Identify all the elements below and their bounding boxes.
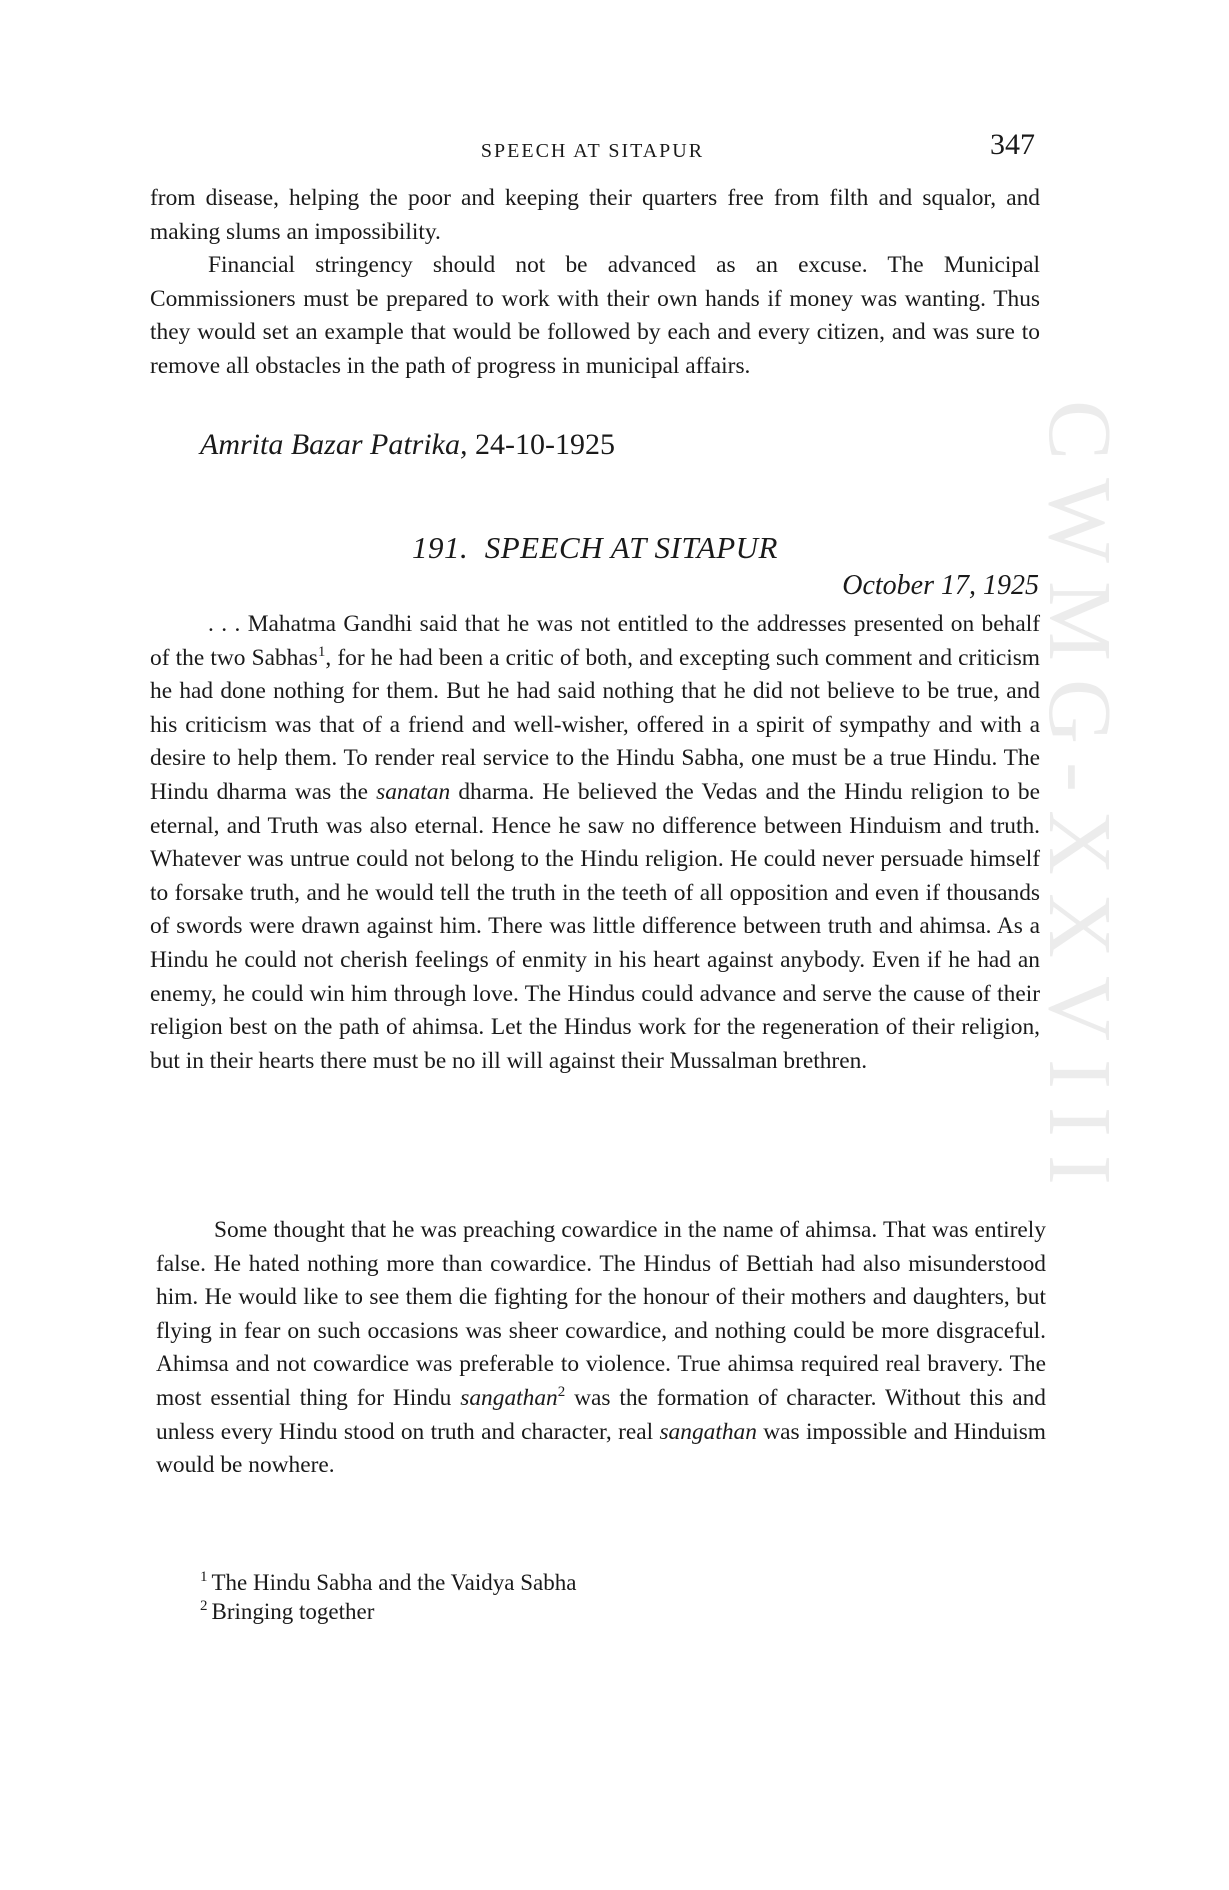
- italic-term: sangathan: [460, 1384, 558, 1411]
- footnote-marker: 2: [200, 1598, 208, 1615]
- previous-section-text: [150, 182, 1040, 384]
- article-number: 191.: [412, 530, 469, 565]
- source-citation: [200, 428, 615, 462]
- watermark-text: CWMG-XXVIII: [1030, 400, 1129, 1203]
- page-number: 347: [990, 128, 1035, 161]
- footnote-ref: 2: [557, 1384, 566, 1401]
- article-heading: [150, 530, 1040, 566]
- footnote-marker: 1: [200, 1569, 208, 1586]
- footnote-ref: 1: [317, 643, 326, 660]
- footnote: [200, 1597, 576, 1626]
- article-body-continued: [156, 1214, 1046, 1483]
- italic-term: sangathan: [659, 1418, 757, 1445]
- footnote: [200, 1568, 576, 1597]
- text-run: was impossible and Hinduism would be nowhere.: [156, 1418, 1046, 1479]
- footnotes: [200, 1568, 576, 1626]
- article-body: [150, 608, 1040, 1078]
- text-run: . . . Mahatma Gandhi said that he was not entitled to the addresses presented on behalf of the two Sabhas: [150, 611, 1040, 671]
- article-title: SPEECH AT SITAPUR: [484, 530, 778, 565]
- footnote-text: Bringing together: [211, 1599, 375, 1624]
- source-date: 24-10-1925: [475, 428, 615, 461]
- paragraph: [156, 1214, 1046, 1483]
- watermark: [1020, 400, 1129, 1500]
- text-run: dharma. He believed the Vedas and the Hindu religion to be eternal, and Truth was also eternal. Hence he saw no difference between Hinduism and truth. Whatever was untrue could not belong to the Hindu religion. He could never persuade himself to forsake truth, and he would tell the truth in the teeth of all opposition and even if thousands of swords were drawn against him. There was little difference between truth and ahimsa. As a Hindu he could not cherish feelings of enmity in his heart against anybody. Even if he had an enemy, he could win him through love. The Hindus could advance and serve the cause of their religion best on the path of ahimsa. Let the Hindus work for the regeneration of their religion, but in their hearts there must be no ill will against their Mussalman brethren.: [150, 778, 1040, 1074]
- running-header: [150, 128, 1035, 168]
- paragraph: from disease, helping the poor and keeping their quarters free from filth and squalor, and making slums an impossibility.: [150, 185, 1040, 245]
- text-run: Some thought that he was preaching cowardice in the name of ahimsa. That was entirely false. He hated nothing more than cowardice. The Hindus of Bettiah had also misunderstood him. He would like to see them die fighting for the honour of their mothers and daughters, but flying in fear on such occasions was sheer cowardice, and nothing could be more disgraceful. Ahimsa and not cowardice was preferable to violence. True ahimsa required real bravery. The most essential thing for Hindu: [156, 1217, 1046, 1411]
- text-run: was the formation of character. Without this and unless every Hindu stood on truth and character, real: [156, 1384, 1047, 1445]
- source-journal: Amrita Bazar Patrika,: [200, 428, 468, 461]
- footnote-text: The Hindu Sabha and the Vaidya Sabha: [211, 1570, 577, 1595]
- italic-term: sanatan: [376, 778, 451, 805]
- paragraph: Financial stringency should not be advanced as an excuse. The Municipal Commissioners must be prepared to work with their own hands if money was wanting. Thus they would set an example that would be followed by each and every citizen, and was sure to remove all obstacles in the path of progress in municipal affairs.: [150, 252, 1040, 379]
- text-run: , for he had been a critic of both, and excepting such comment and criticism he had done nothing for them. But he had said nothing that he did not believe to be true, and his criticism was that of a friend and well-wisher, offered in a spirit of sympathy and with a desire to help them. To render real service to the Hindu Sabha, one must be a true Hindu. The Hindu dharma was the: [150, 644, 1040, 805]
- running-title: SPEECH AT SITAPUR: [480, 140, 705, 162]
- paragraph: [150, 608, 1040, 1078]
- article-date: October 17, 1925: [842, 570, 1039, 601]
